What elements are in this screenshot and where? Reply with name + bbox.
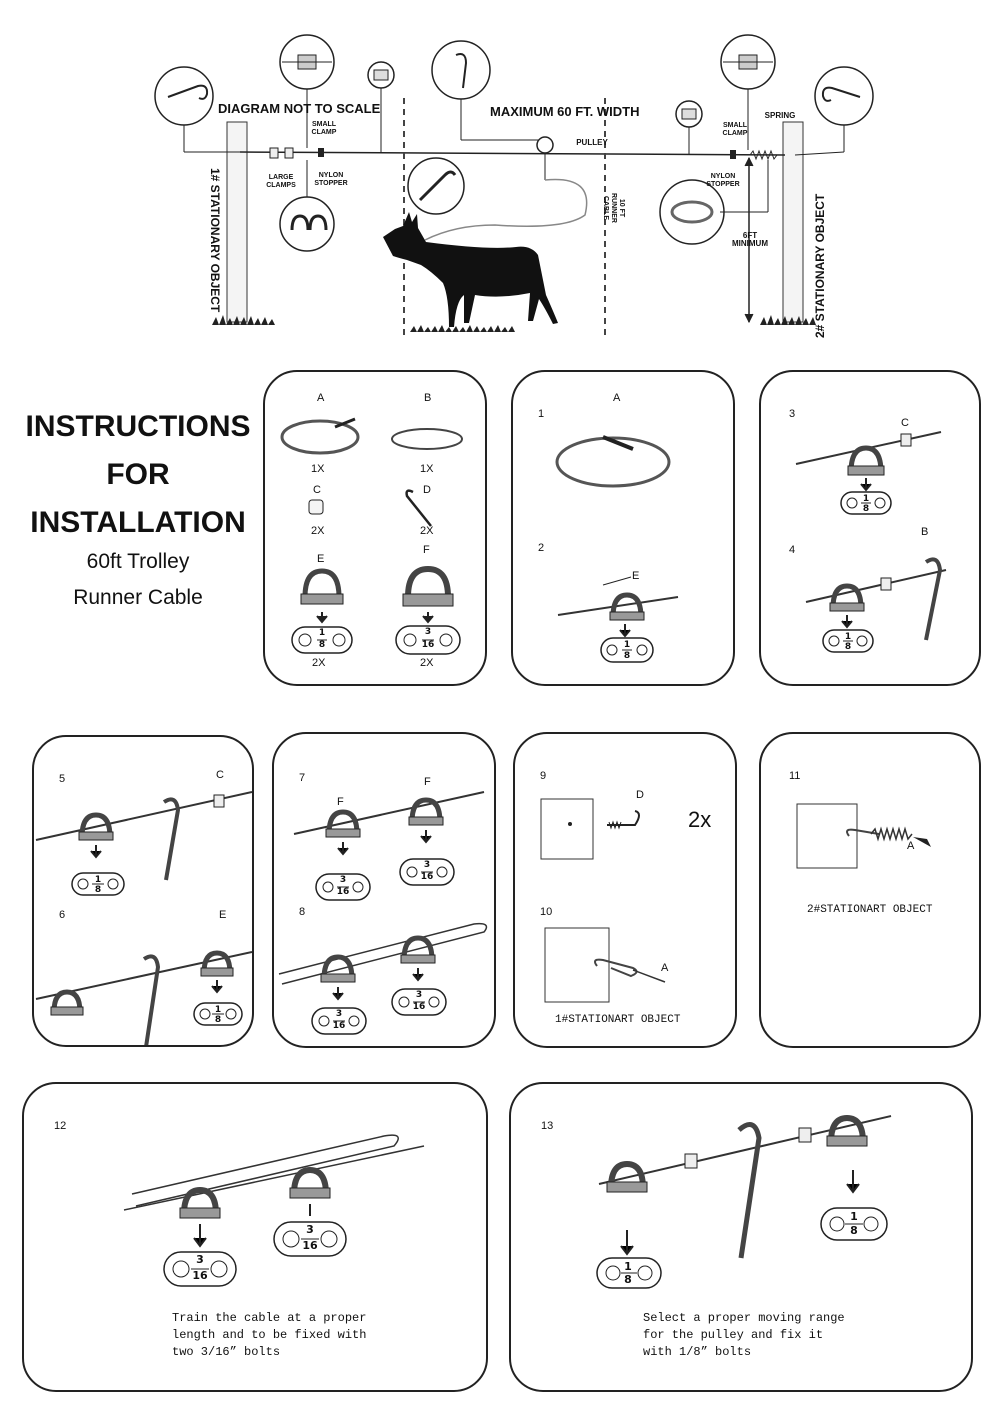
steps-1-2-drawing — [513, 372, 733, 684]
step-7-plate-left-num: 3 — [339, 875, 347, 885]
step-13-note — [643, 1310, 845, 1361]
step-6-plate-den: 8 — [214, 1015, 222, 1025]
parts-drawing — [265, 372, 485, 684]
step-7-plate-right-num: 3 — [423, 860, 431, 870]
step-4-label: B — [921, 526, 929, 538]
panel-steps-3-4 — [759, 370, 981, 686]
overview-diagram — [0, 0, 1001, 345]
callout-pulley-top — [432, 41, 490, 99]
step-7-plate-left-den: 16 — [336, 887, 350, 897]
dog-silhouette — [383, 212, 558, 327]
large-clamp-2 — [285, 148, 293, 158]
part-e-plate-den: 8 — [318, 640, 326, 650]
step-8-number: 8 — [299, 906, 306, 918]
part-b-letter: B — [424, 392, 432, 404]
step-3-number: 3 — [789, 408, 796, 420]
large-clamps-label: LARGE CLAMPS — [266, 174, 296, 189]
part-e-qty: 2X — [312, 657, 326, 669]
step-9-number: 9 — [540, 770, 547, 782]
step-9-label: D — [636, 789, 644, 801]
step-5-label: C — [216, 769, 224, 781]
small-clamp-right — [730, 150, 736, 159]
step-13-plate-right-num: 1 — [850, 1210, 858, 1223]
part-d-qty: 2X — [420, 525, 434, 537]
step-2-number: 2 — [538, 542, 545, 554]
step-6-label: E — [219, 909, 227, 921]
object2-label: 2# STATIONARY OBJECT — [813, 193, 827, 338]
step-12-plate-right-den: 16 — [302, 1239, 318, 1252]
step-6-plate-num: 1 — [214, 1005, 222, 1015]
intro-subtitle-1: 60ft Trolley — [86, 550, 190, 573]
part-a-qty: 1X — [311, 463, 325, 475]
step-2-label: E — [632, 570, 640, 582]
wall-square-step10 — [545, 928, 609, 1002]
step-12-note-line2: length and to be fixed with — [172, 1328, 367, 1342]
nylon-stopper-label-right: NYLON STOPPER — [706, 173, 740, 188]
overview-drawing — [0, 0, 1001, 345]
wall-square-step9 — [541, 799, 593, 859]
spring-label: SPRING — [764, 111, 796, 120]
part-a-letter: A — [317, 392, 325, 404]
panel-steps-1-2 — [511, 370, 735, 686]
step-4-number: 4 — [789, 544, 796, 556]
step-5-plate-den: 8 — [94, 885, 102, 895]
part-d-letter: D — [423, 484, 431, 496]
large-clamp-icon — [408, 569, 448, 597]
panel-steps-5-6 — [32, 735, 254, 1047]
step-4-plate-num: 1 — [844, 632, 852, 642]
diagram-scale-note: DIAGRAM NOT TO SCALE — [218, 101, 381, 116]
step-12-number: 12 — [54, 1120, 67, 1132]
step-11-object-label: 2#STATIONART OBJECT — [807, 904, 933, 916]
step-13-note-line1: Select a proper moving range — [643, 1311, 845, 1325]
parts-panel — [263, 370, 487, 686]
width-label: MAXIMUM 60 FT. WIDTH — [490, 104, 640, 119]
panel-step-11 — [759, 732, 981, 1048]
coiled-cable-icon — [282, 421, 358, 453]
small-clamp-label-right: SMALL CLAMP — [722, 122, 748, 137]
spring-step11 — [871, 829, 912, 839]
step-8-plate-right-den: 16 — [412, 1002, 426, 1012]
screw-hook-step9 — [607, 811, 639, 825]
nylon-stopper-label-left: NYLON STOPPER — [314, 172, 348, 187]
step-8-plate-left-num: 3 — [335, 1009, 343, 1019]
large-clamp-1 — [270, 148, 278, 158]
step-11-label: A — [907, 840, 915, 852]
intro-title-line2: FOR — [106, 458, 170, 491]
part-b-qty: 1X — [420, 463, 434, 475]
step-7-plate-right-den: 16 — [420, 872, 434, 882]
step-12-plate-left-den: 16 — [192, 1269, 208, 1282]
step-4-plate-den: 8 — [844, 642, 852, 652]
pulley-label: PULLEY — [576, 138, 608, 147]
step-7-label-right: F — [424, 776, 431, 788]
step-12-note-line3: two 3/16” bolts — [172, 1345, 281, 1359]
step-13-plate-right-den: 8 — [850, 1224, 858, 1237]
part-f-qty: 2X — [420, 657, 434, 669]
steps-5-6-drawing — [34, 737, 252, 1045]
steps-9-10-drawing — [515, 734, 735, 1046]
step-5-plate-num: 1 — [94, 875, 102, 885]
step-2-plate-den: 8 — [623, 651, 631, 661]
step-6-number: 6 — [59, 909, 66, 921]
small-clamp-label-left: SMALL CLAMP — [311, 121, 337, 136]
step-10-label: A — [661, 962, 669, 974]
six-ft-label: 6FT MINIMUM — [732, 231, 768, 248]
callout-hook-left — [155, 67, 213, 125]
post-right — [783, 122, 803, 322]
step-12-note-line1: Train the cable at a proper — [172, 1311, 367, 1325]
step-10-object-label: 1#STATIONART OBJECT — [555, 1014, 681, 1026]
intro-title-line1: INSTRUCTIONS — [25, 410, 251, 443]
step-3-plate-den: 8 — [862, 504, 870, 514]
step-5-number: 5 — [59, 773, 66, 785]
intro-subtitle-2: Runner Cable — [73, 586, 203, 609]
nylon-stopper-icon — [309, 500, 323, 514]
callout-coil — [660, 180, 724, 244]
spring — [750, 151, 777, 159]
part-c-qty: 2X — [311, 525, 325, 537]
step-7-number: 7 — [299, 772, 306, 784]
step-12-note — [172, 1310, 366, 1361]
pulley — [537, 137, 553, 153]
step-8-plate-right-num: 3 — [415, 990, 423, 1000]
part-f-plate-num: 3 — [424, 627, 432, 637]
step-13-plate-left-num: 1 — [624, 1260, 632, 1273]
steps-7-8-drawing — [274, 734, 494, 1046]
runner-cable-icon — [392, 429, 462, 449]
step-1-number: 1 — [538, 408, 545, 420]
step-11-number: 11 — [789, 770, 801, 782]
panel-step-13 — [509, 1082, 973, 1392]
small-clamp-icon — [305, 571, 339, 597]
step-3-plate-num: 1 — [862, 494, 870, 504]
step-8-plate-left-den: 16 — [332, 1021, 346, 1031]
grass-middle — [410, 325, 515, 332]
small-clamp-left — [318, 148, 324, 157]
step-13-plate-left-den: 8 — [624, 1273, 632, 1286]
part-f-plate-den: 16 — [421, 640, 435, 650]
step-13-note-line3: with 1/8” bolts — [643, 1345, 752, 1359]
coil-icon — [557, 438, 669, 486]
object1-label: 1# STATIONARY OBJECT — [208, 168, 222, 313]
intro-block — [18, 410, 258, 610]
step-12-plate-left-num: 3 — [196, 1253, 204, 1266]
part-e-plate-num: 1 — [318, 628, 326, 638]
step-7-label-left: F — [337, 796, 344, 808]
step-3-label: C — [901, 417, 909, 429]
step-13-note-line2: for the pulley and fix it — [643, 1328, 824, 1342]
step-13-number: 13 — [541, 1120, 554, 1132]
part-f-letter: F — [423, 544, 430, 556]
panel-step-12 — [22, 1082, 488, 1392]
panel-steps-9-10 — [513, 732, 737, 1048]
panel-steps-7-8 — [272, 732, 496, 1048]
step-1-label: A — [613, 392, 621, 404]
step-12-plate-right-num: 3 — [306, 1223, 314, 1236]
step-2-plate-num: 1 — [623, 640, 631, 650]
part-e-letter: E — [317, 553, 325, 565]
runner-cable-label: 10 FT RUNNER CABLE — [602, 193, 625, 223]
intro-title-line3: INSTALLATION — [30, 506, 246, 539]
step-9-qty: 2x — [688, 807, 712, 832]
step-10-number: 10 — [540, 906, 553, 918]
part-c-letter: C — [313, 484, 321, 496]
